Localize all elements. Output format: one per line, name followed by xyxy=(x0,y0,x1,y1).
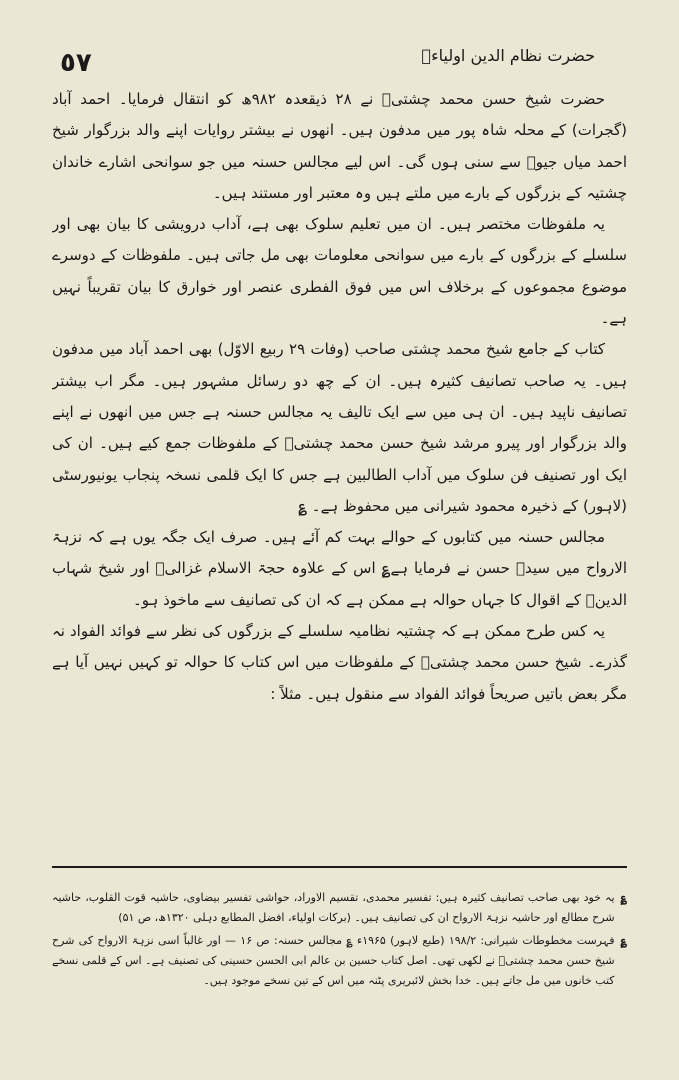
footnote-text: یہ خود بھی صاحب تصانیف کثیرہ ہیں: تفسیر محمدی، تقسیم الاوراد، حواشی تفسیر بیضاوی، حاشیہ قوت القلوب، حاشیہ شرح مطالع اور حاشیہ نزہۃ الارواح ان کی تصانیف ہیں۔ (برکات اولیاء، افضل المطابع دہلی ۱۳۲۰ھ، ص ۵۱) xyxy=(52,891,615,924)
main-text xyxy=(52,84,627,854)
footnote-text: فہرست مخطوطات شیرانی: ۱۹۸/۲ (طبع لاہور) ۱۹۶۵ء ؏ مجالس حسنہ: ص ۱۶ — اور غالباً اسی نزہۃ الارواح کی شرح شیخ حسن محمد چشتیؒ نے لکھی تھی۔ اصل کتاب حسین بن عالم ابی الحسن حسینی کی تصنیف ہے۔ اس کے قلمی نسخے کتب خانوں میں مل جاتے ہیں۔ خدا بخش لائبریری پٹنہ میں اس کے تین نسخے موجود ہیں۔ xyxy=(52,934,615,987)
footnotes xyxy=(52,888,627,1038)
footnote xyxy=(52,931,627,991)
running-title: حضرت نظام الدین اولیاءؒ xyxy=(421,46,595,65)
footnote-mark: ؏ xyxy=(620,934,627,947)
footnote-mark: ؏ xyxy=(620,891,627,904)
paragraph: مجالس حسنہ میں کتابوں کے حوالے بہت کم آئے ہیں۔ صرف ایک جگہ یوں ہے کہ نزہۃ الارواح میں سیدؒ حسن نے فرمایا ہے؏ اس کے علاوہ حجۃ الاسلام غزالیؒ اور شیخ شہاب الدینؒ کے اقوال کا جہاں حوالہ ہے ممکن ہے کہ ان کی تصانیف سے ماخوذ ہو۔ xyxy=(52,528,627,609)
paragraph: یہ کس طرح ممکن ہے کہ چشتیہ نظامیہ سلسلے کے بزرگوں کی نظر سے فوائد الفواد نہ گذرے۔ شیخ حسن محمد چشتیؒ کے ملفوظات میں اس کتاب کا حوالہ تو کہیں نہیں آیا ہے مگر بعض باتیں صریحاً فوائد الفواد سے منقول ہیں۔ مثلاً : xyxy=(52,622,627,703)
paragraph: کتاب کے جامع شیخ محمد چشتی صاحب (وفات ۲۹ ربیع الاوّل) بھی احمد آباد میں مدفون ہیں۔ یہ صاحب تصانیف کثیرہ ہیں۔ ان کے چھ دو رسائل مشہور ہیں۔ مگر اب بیشتر تصانیف ناپید ہیں۔ ان ہی میں سے ایک تالیف یہ مجالس حسنہ ہے جس میں انھوں نے اپنے والد بزرگوار اور پیرو مرشد شیخ حسن محمد چشتیؒ کے ملفوظات جمع کیے ہیں۔ ان کی ایک اور تصنیف فن سلوک میں آداب الطالبین ہے جس کا ایک قلمی نسخہ پنجاب یونیورسٹی (لاہور) کے ذخیرہ محمود شیرانی میں محفوظ ہے۔ ؏ xyxy=(52,340,627,515)
footnote-divider xyxy=(52,866,627,868)
page-header xyxy=(40,40,639,80)
footnote xyxy=(52,888,627,928)
paragraph: یہ ملفوظات مختصر ہیں۔ ان میں تعلیم سلوک بھی ہے، آداب درویشی کا بیان بھی اور سلسلے کے بزرگوں کے بارے میں سوانحی معلومات بھی مل جاتی ہیں۔ ملفوظات کے دوسرے موضوع مجموعوں کے برخلاف اس میں فوق الفطری عنصر اور خوارق کا بیان تقریباً نہیں ہے۔ xyxy=(52,215,627,328)
paragraph: حضرت شیخ حسن محمد چشتیؒ نے ۲۸ ذیقعدہ ۹۸۲ھ کو انتقال فرمایا۔ احمد آباد (گجرات) کے محلہ شاہ پور میں مدفون ہیں۔ انھوں نے بیشتر روایات اپنے والد بزرگوار شیخ احمد میاں جیوؒ سے سنی ہوں گی۔ اس لیے مجالس حسنہ میں جو سوانحی اشارے خاندان چشتیہ کے بزرگوں کے بارے میں ملتے ہیں وہ معتبر اور مستند ہیں۔ xyxy=(52,90,627,202)
page-number: ٥٧ xyxy=(60,48,92,78)
